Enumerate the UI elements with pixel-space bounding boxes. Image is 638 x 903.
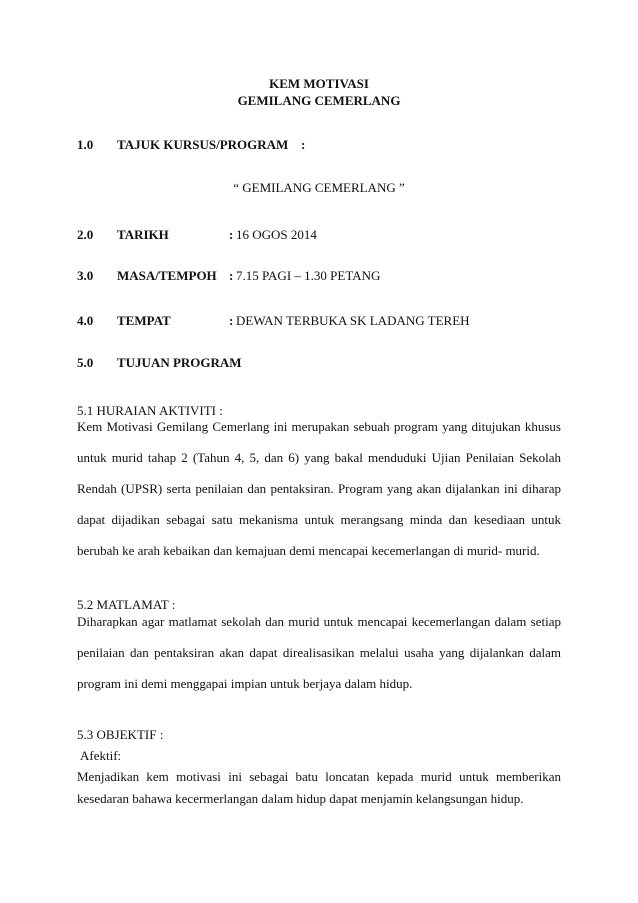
huraian-line-4: dapat dijadikan sebagai satu mekanisma untuk merangsang minda dan kesediaan untuk [77, 512, 561, 527]
section-5-label: TUJUAN PROGRAM [117, 355, 242, 370]
section-1-label: TAJUK KURSUS/PROGRAM [117, 137, 289, 152]
program-name: “ GEMILANG CEMERLANG ” [233, 180, 405, 195]
huraian-heading: 5.1 HURAIAN AKTIVITI : [77, 403, 223, 418]
objektif-line-1: Menjadikan kem motivasi ini sebagai batu loncatan kepada murid untuk memberikan [77, 769, 561, 784]
objektif-line-2: kesedaran bahawa kecermerlangan dalam hidup dapat menjamin kelangsungan hidup. [77, 791, 524, 806]
section-3-colon: : [229, 268, 234, 283]
section-3-value: 7.15 PAGI – 1.30 PETANG [236, 268, 381, 283]
section-1-colon: : [301, 137, 306, 152]
section-1-number: 1.0 [77, 137, 94, 152]
huraian-line-5: berubah ke arah kebaikan dan kemajuan demi mencapai kecemerlangan di murid- murid. [77, 543, 540, 558]
matlamat-line-3: program ini demi menggapai impian untuk berjaya dalam hidup. [77, 676, 413, 691]
objektif-heading: 5.3 OBJEKTIF : [77, 727, 164, 742]
matlamat-paragraph [77, 614, 561, 692]
huraian-line-2: untuk murid tahap 2 (Tahun 4, 5, dan 6) yang bakal menduduki Ujian Penilaian Sekolah [77, 450, 561, 465]
section-4-value: DEWAN TERBUKA SK LADANG TEREH [236, 313, 470, 328]
title-line-2: GEMILANG CEMERLANG [237, 93, 401, 108]
huraian-line-1: Kem Motivasi Gemilang Cemerlang ini merupakan sebuah program yang ditujukan khusus [77, 419, 561, 434]
matlamat-heading: 5.2 MATLAMAT : [77, 597, 176, 612]
section-5-number: 5.0 [77, 355, 94, 370]
title-line-1: KEM MOTIVASI [269, 76, 369, 91]
objektif-paragraph [77, 769, 561, 807]
huraian-paragraph [77, 419, 561, 559]
section-4-colon: : [229, 313, 234, 328]
section-4-label: TEMPAT [117, 313, 171, 328]
section-3-number: 3.0 [77, 268, 94, 283]
section-2-number: 2.0 [77, 227, 94, 242]
section-2-value: 16 OGOS 2014 [236, 227, 317, 242]
matlamat-line-2: penilaian dan pentaksiran akan dapat direalisasikan melalui usaha yang dijalankan dalam [77, 645, 561, 660]
section-3-label: MASA/TEMPOH [117, 268, 217, 283]
section-4-number: 4.0 [77, 313, 94, 328]
section-2-label: TARIKH [117, 227, 169, 242]
objektif-subheading: Afektif: [80, 748, 122, 763]
huraian-line-3: Rendah (UPSR) serta penilaian dan pentaksiran. Program yang akan dijalankan ini diharap [77, 481, 561, 496]
section-2-colon: : [229, 227, 234, 242]
matlamat-line-1: Diharapkan agar matlamat sekolah dan murid untuk mencapai kecemerlangan dalam setiap [77, 614, 561, 629]
